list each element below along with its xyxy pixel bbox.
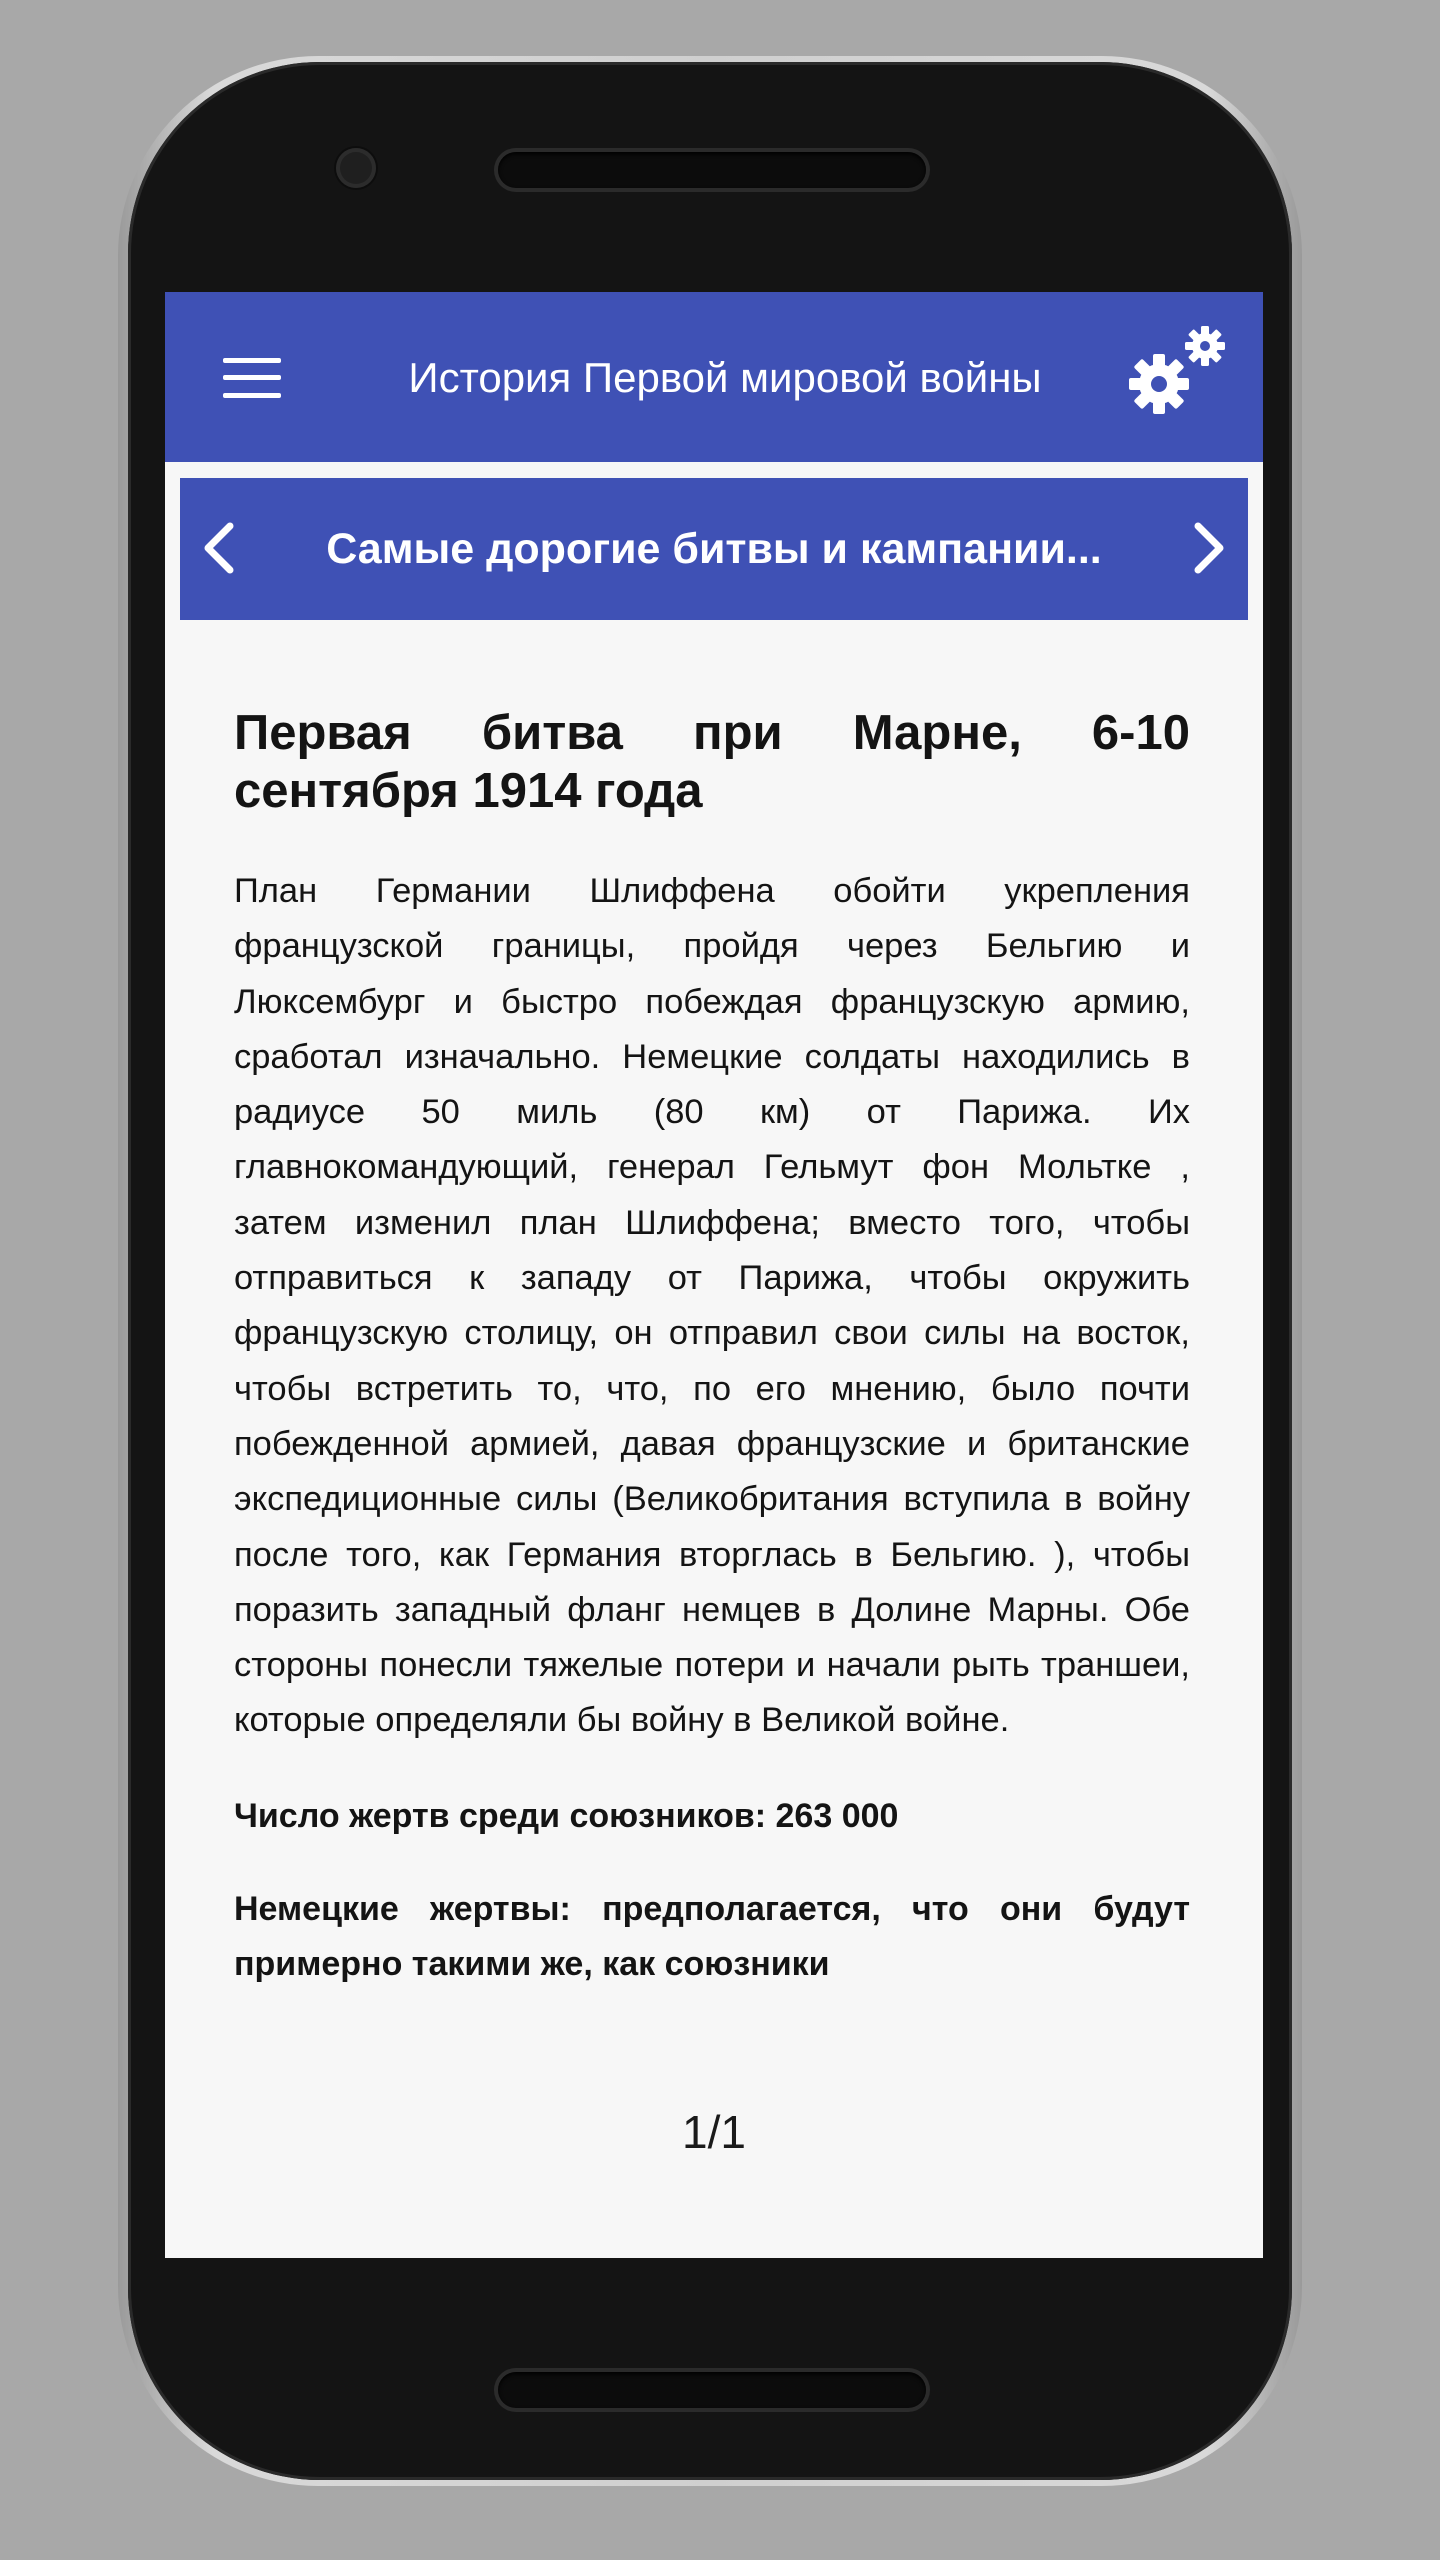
chevron-right-icon[interactable] (1174, 516, 1238, 580)
chevron-left-icon[interactable] (190, 516, 254, 580)
app-bar (165, 292, 1263, 462)
front-camera (336, 148, 376, 188)
article-content (234, 704, 1190, 1992)
allied-casualties: Число жертв среди союзников: 263 000 (234, 1796, 899, 1835)
app-screen (165, 292, 1263, 2258)
category-navigation (180, 478, 1248, 620)
gears-icon[interactable] (1125, 322, 1235, 432)
earpiece-speaker (498, 152, 926, 188)
app-title: История Первой мировой войны (408, 354, 1042, 401)
article-body: План Германии Шлиффена обойти укрепления французской границы, пройдя через Бельгию и Люксембург и быстро побеждая французскую армию, сработал изначально. Немецкие солдаты находились в радиусе 50 миль (80 км) от Парижа. Их главнокомандующий, генерал Гельмут фон Мольтке , затем изменил план Шлиффена; вместо того, чтобы отправиться к западу от Парижа, чтобы окружить французскую столицу, он отправил свои силы на восток, чтобы встретить то, что, по его мнению, было почти побежденной армией, давая французские и британские экспедиционные силы (Великобритания вступила в войну после того, как Германия вторглась в Бельгию. ), чтобы поразить западный фланг немцев в Долине Марны. Обе стороны понесли тяжелые потери и начали рыть траншеи, которые определяли бы войну в Великой войне. (234, 872, 1190, 1740)
category-title: Самые дорогие битвы и кампании... (326, 525, 1102, 573)
article-title: Первая битва при Марне, 6-10 сентября 1914 года (234, 706, 1190, 818)
bottom-speaker (498, 2372, 926, 2408)
hamburger-menu-icon[interactable] (223, 358, 281, 398)
page-indicator: 1/1 (682, 2106, 746, 2158)
german-casualties: Немецкие жертвы: предполагается, что они будут примерно такими же, как союзники (234, 1889, 1190, 1983)
